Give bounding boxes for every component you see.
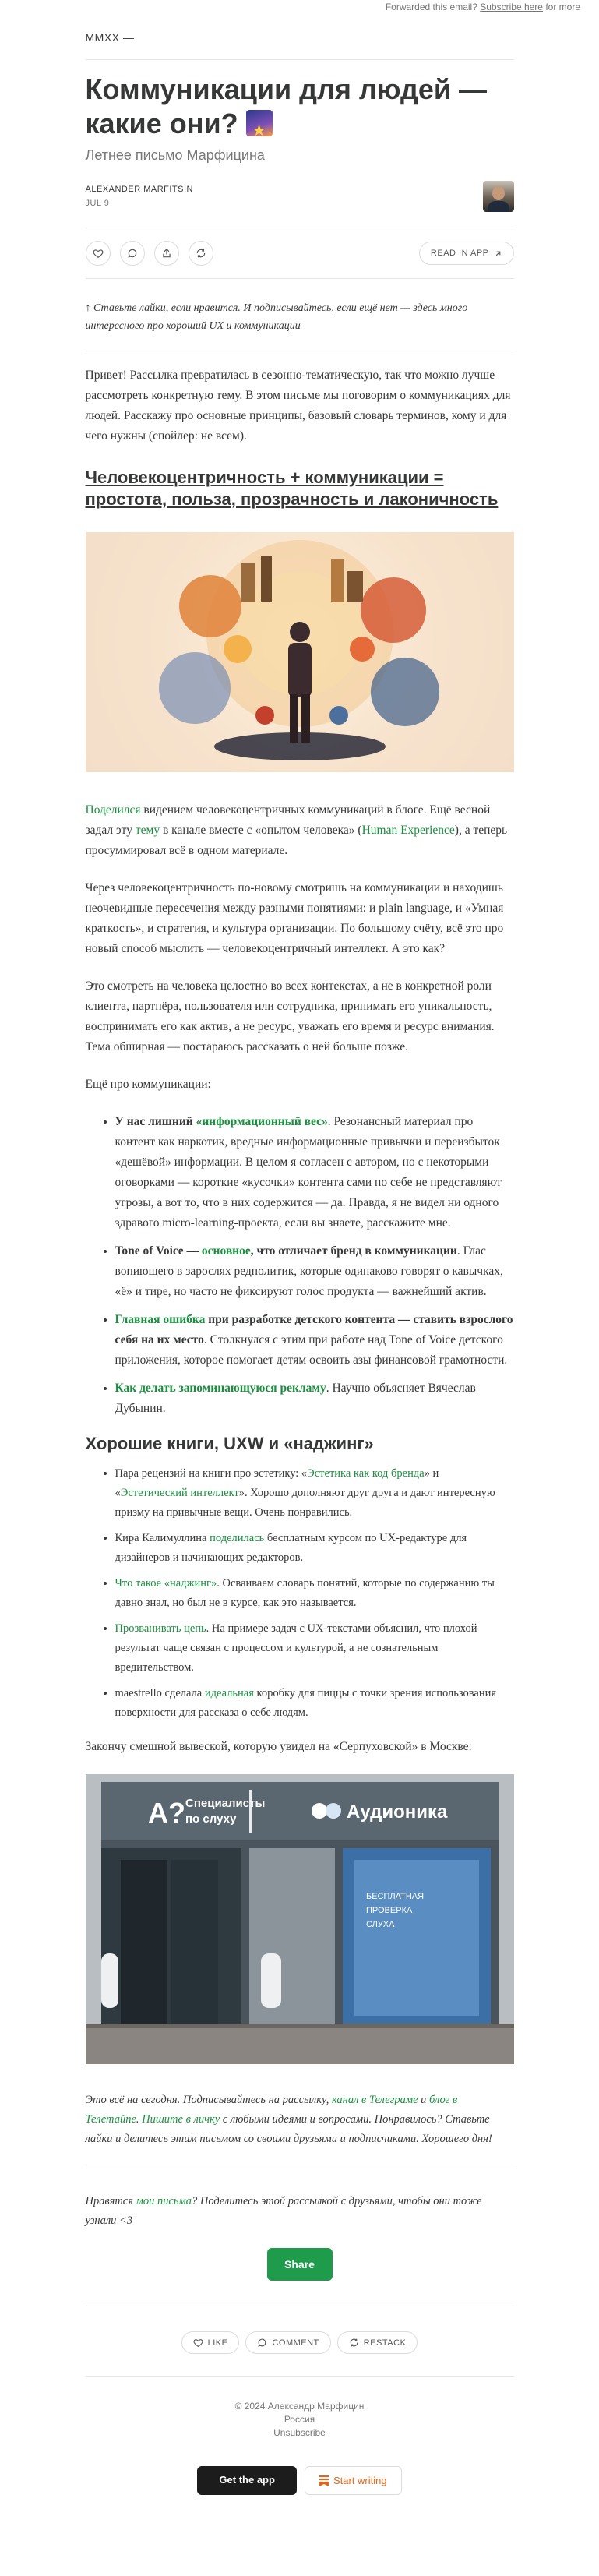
- shooting-star-emoji-icon: [246, 110, 273, 136]
- get-app-button[interactable]: Get the app: [197, 2466, 297, 2495]
- paragraph-holistic: Это смотреть на человека целостно во всех контекстах, а не в конкретной роли клиента, партнёра, пользователя или сотрудника, принимать его уникальность, воспринимать его как актив, а не ресурс, уважать его время и ресурс внимания. Тема обширная — постараюсь рассказать о ней больше позже.: [85, 979, 495, 1053]
- subscribe-link[interactable]: Subscribe here: [480, 2, 543, 12]
- restack-label: RESTACK: [363, 2338, 407, 2348]
- illustration-art: [86, 532, 514, 772]
- paragraph-shared: [86, 800, 514, 861]
- shared-link[interactable]: Поделился: [85, 803, 141, 817]
- byline: [86, 181, 514, 228]
- list2-4-c: коробку для пиццы с точки зрения использования поверхности для рассказа о себе людям.: [115, 1687, 497, 1719]
- aesthetic-intelligence-link[interactable]: Эстетический интеллект: [120, 1487, 239, 1499]
- list2-1-c: бесплатным курсом по UX-редактуре для дизайнеров и начинающих редакторов.: [115, 1532, 467, 1564]
- list2-4-a: maestrello сделала: [115, 1687, 205, 1699]
- share-cta-button[interactable]: Share: [267, 2248, 333, 2281]
- sign-check: ПРОВЕРКА: [365, 1906, 412, 1915]
- main-mistake-link[interactable]: [115, 1313, 206, 1326]
- list2-0-e: ». Хорошо дополняют друг друга и дают интересную призму на привычные вещи. Очень понравились.: [115, 1487, 495, 1519]
- list-item: [115, 1574, 514, 1613]
- forward-rest: for more: [545, 2, 580, 12]
- info-weight-link[interactable]: [196, 1115, 328, 1128]
- restack-icon: [196, 248, 206, 259]
- comment-icon: [257, 2338, 267, 2348]
- paragraph-human-centric: Через человекоцентричность по-новому смотришь на коммуникации и находишь неочевидные пересечения между разными понятиями: и plain language, и «Умная краткость», и стратегия, и культура организации. По большому счёту, всё это про новый способ мыслить — человекоцентричный интеллект. А это как?: [85, 881, 504, 955]
- post-subtitle: Летнее письмо Марфицина: [85, 147, 265, 163]
- section-heading-communications: Человекоцентричность + коммуникации = простота, польза, прозрачность и лаконичность: [85, 468, 499, 509]
- start-writing-label: Start writing: [333, 2475, 387, 2486]
- sign-brand: Аудионика: [346, 1801, 447, 1823]
- outro-a: Это всё на сегодня. Подписывайтесь на рассылку,: [85, 2094, 332, 2106]
- human-experience-link[interactable]: Human Experience: [361, 824, 455, 837]
- list2-3-c: . На примере задач с UX-текстами объяснил, что плохой результат чаще связан с процессом и культурой, а не сознательным вредительством.: [115, 1622, 477, 1674]
- pizza-box-link[interactable]: идеальная: [204, 1687, 254, 1699]
- action-bar: [86, 228, 514, 279]
- human-centric-illustration[interactable]: [86, 532, 514, 772]
- share-icon: [161, 248, 172, 259]
- list1-2-rest: . Столкнулся с этим при работе над Tone of Voice детского приложения, которое помогает детям освоить азы финансовой грамотности.: [115, 1333, 508, 1367]
- post: [86, 14, 514, 2495]
- list1-1-pre: Tone of Voice —: [115, 1244, 202, 1258]
- list2-0-a: Пара рецензий на книги про эстетику: «: [115, 1467, 308, 1480]
- unsubscribe-link[interactable]: Unsubscribe: [273, 2427, 326, 2438]
- list1-0-pre: У нас лишний: [115, 1115, 196, 1128]
- external-arrow-icon: [494, 249, 502, 258]
- publication-name[interactable]: MMXX —: [86, 14, 514, 60]
- communications-list: [86, 1112, 514, 1419]
- paragraph-more: Ещё про коммуникации:: [85, 1078, 211, 1091]
- bottom-like-button[interactable]: [181, 2331, 240, 2354]
- outro-c: и: [418, 2094, 430, 2106]
- list-item: [115, 1529, 514, 1568]
- share-prompt: [86, 2192, 514, 2231]
- read-in-app-button[interactable]: [419, 242, 514, 265]
- books-list: [86, 1464, 514, 1723]
- sign-ear: СЛУХА: [365, 1920, 394, 1929]
- forward-text: Forwarded this email?: [385, 2, 477, 12]
- post-date: JUL 9: [85, 199, 110, 208]
- avatar[interactable]: [483, 181, 514, 212]
- forward-bar: [0, 0, 599, 14]
- copyright: © 2024 Александр Марфицин: [234, 2401, 365, 2412]
- sign-specialists: Специалисты: [185, 1797, 265, 1810]
- storefront-photo[interactable]: [86, 1774, 514, 2064]
- outro-note: [86, 2091, 514, 2168]
- p2-text-b: видением человекоцентричных коммуникаций в блоге. Ещё весной задал эту: [85, 803, 491, 837]
- restack-icon: [349, 2338, 359, 2348]
- list-item: [115, 1378, 514, 1419]
- read-in-app-label: READ IN APP: [430, 249, 489, 258]
- list-item: [115, 1241, 514, 1302]
- storefront-art: [86, 1774, 514, 2064]
- post-title-text: Коммуникации для людей — какие они?: [85, 73, 487, 139]
- bottom-comment-button[interactable]: [245, 2331, 330, 2354]
- list1-1-link: основное: [201, 1244, 251, 1258]
- list2-1-a: Кира Калимуллина: [115, 1532, 210, 1544]
- list2-0-c: » и «: [115, 1467, 439, 1499]
- list1-3-link: Как делать запоминающуюся рекламу: [115, 1382, 326, 1395]
- list-item: [115, 1684, 514, 1723]
- bottom-restack-button[interactable]: [337, 2331, 418, 2354]
- list-item: [115, 1464, 514, 1523]
- intro-note: ↑ Ставьте лайки, если нравится. И подписывайтесь, если ещё нет — здесь много интересного про хороший UX и коммуникации: [86, 299, 514, 351]
- memorable-ads-link[interactable]: [115, 1382, 326, 1395]
- heart-icon: [193, 2338, 203, 2348]
- like-label: LIKE: [207, 2338, 228, 2348]
- list-item: [115, 1619, 514, 1678]
- share-c: ? Поделитесь этой рассылкой с друзьями, чтобы они тоже узнали <3: [85, 2195, 482, 2227]
- circuit-link[interactable]: Прозванивать цепь: [115, 1622, 206, 1635]
- substack-logo-icon: [319, 2475, 329, 2486]
- outro-e: .: [136, 2113, 143, 2126]
- author-name[interactable]: ALEXANDER MARFITSIN: [85, 185, 193, 194]
- sign-hearing: по слуху: [185, 1812, 236, 1826]
- share-button[interactable]: [154, 241, 179, 266]
- list-item: [115, 1112, 514, 1233]
- topic-link[interactable]: тему: [135, 824, 160, 837]
- list2-2-c: . Осваиваем словарь понятий, которые по содержанию ты давно знал, но был не в курсе, как это называется.: [115, 1577, 495, 1609]
- comment-label: COMMENT: [272, 2338, 319, 2348]
- start-writing-button[interactable]: [305, 2466, 402, 2495]
- sign-question: А?: [147, 1797, 185, 1829]
- p2-text-f: ), а теперь просуммировал всё в одном материале.: [85, 824, 508, 857]
- footer: [86, 2400, 514, 2440]
- list1-2-link: Главная ошибка: [115, 1313, 206, 1326]
- tone-of-voice-link[interactable]: [202, 1244, 251, 1258]
- comment-icon: [127, 248, 138, 259]
- course-link[interactable]: поделилась: [210, 1532, 265, 1544]
- app-buttons: [86, 2466, 514, 2495]
- paragraph-greeting: Привет! Рассылка превратилась в сезонно-тематическую, так что можно лучше рассмотреть конкретную тему. В этом письме мы поговорим о коммуникациях для людей. Расскажу про основные принципы, базовый словарь терминов, кому и для чего нужны (спойлер: не всем).: [85, 369, 511, 443]
- list1-1-rest: . Глас вопиющего в зарослях редполитик, которые одинаково говорят о кавычках, «ё» и тире, но часто не фиксируют голос продукта — важнейший актив.: [115, 1244, 503, 1298]
- list-item: [115, 1310, 514, 1371]
- list1-2-bold2: при разработке детского контента — ставить взрослого себя на их место: [115, 1313, 513, 1346]
- country: Россия: [284, 2414, 315, 2425]
- my-letters-link[interactable]: мои письма: [136, 2195, 192, 2207]
- share-a: Нравятся: [85, 2195, 136, 2207]
- post-title[interactable]: [86, 72, 514, 141]
- telegram-link[interactable]: канал в Телеграме: [331, 2094, 418, 2106]
- section-heading-books: Хорошие книги, UXW и «наджинг»: [85, 1434, 374, 1453]
- list1-1-bold2: , что отличает бренд в коммуникации: [250, 1244, 457, 1258]
- teletype-link[interactable]: блог в Телетайпе: [85, 2094, 458, 2126]
- paragraph-sign: Закончу смешной вывеской, которую увидел на «Серпуховской» в Москве:: [85, 1740, 472, 1753]
- heart-icon: [93, 248, 104, 259]
- comment-button[interactable]: [120, 241, 145, 266]
- dm-link[interactable]: Пишите в личку: [142, 2113, 220, 2126]
- nudging-link[interactable]: Что такое «наджинг»: [115, 1577, 217, 1590]
- aesthetics-brand-link[interactable]: Эстетика как код бренда: [307, 1467, 425, 1480]
- list1-0-link: «информационный вес»: [196, 1115, 328, 1128]
- list1-0-rest: . Резонансный материал про контент как наркотик, вредные информационные привычки и переизбыток «дешёвой» информации. В целом я согласен с автором, но с некоторыми оговорками — короткие «кусочки» контента сами по себе не представляют угрозы, а вот то, что в них содержится — да. Правда, я не видел ни одного здравого micro-learning-проекта, если вы знаете, расскажите мне.: [115, 1115, 502, 1230]
- list1-3-rest: . Научно объясняет Вячеслав Дубынин.: [115, 1382, 476, 1415]
- restack-button[interactable]: [189, 241, 213, 266]
- sign-free: БЕСПЛАТНАЯ: [365, 1892, 424, 1901]
- outro-g: с любыми идеями и вопросами. Понравилось? Ставьте лайки и делитесь этим письмом со своими друзьями и подписчиками. Хорошего дня!: [85, 2113, 492, 2145]
- p2-text-d: в канале вместе с «опытом человека» (: [160, 824, 362, 837]
- bottom-actions: [86, 2306, 514, 2377]
- like-button[interactable]: [86, 241, 111, 266]
